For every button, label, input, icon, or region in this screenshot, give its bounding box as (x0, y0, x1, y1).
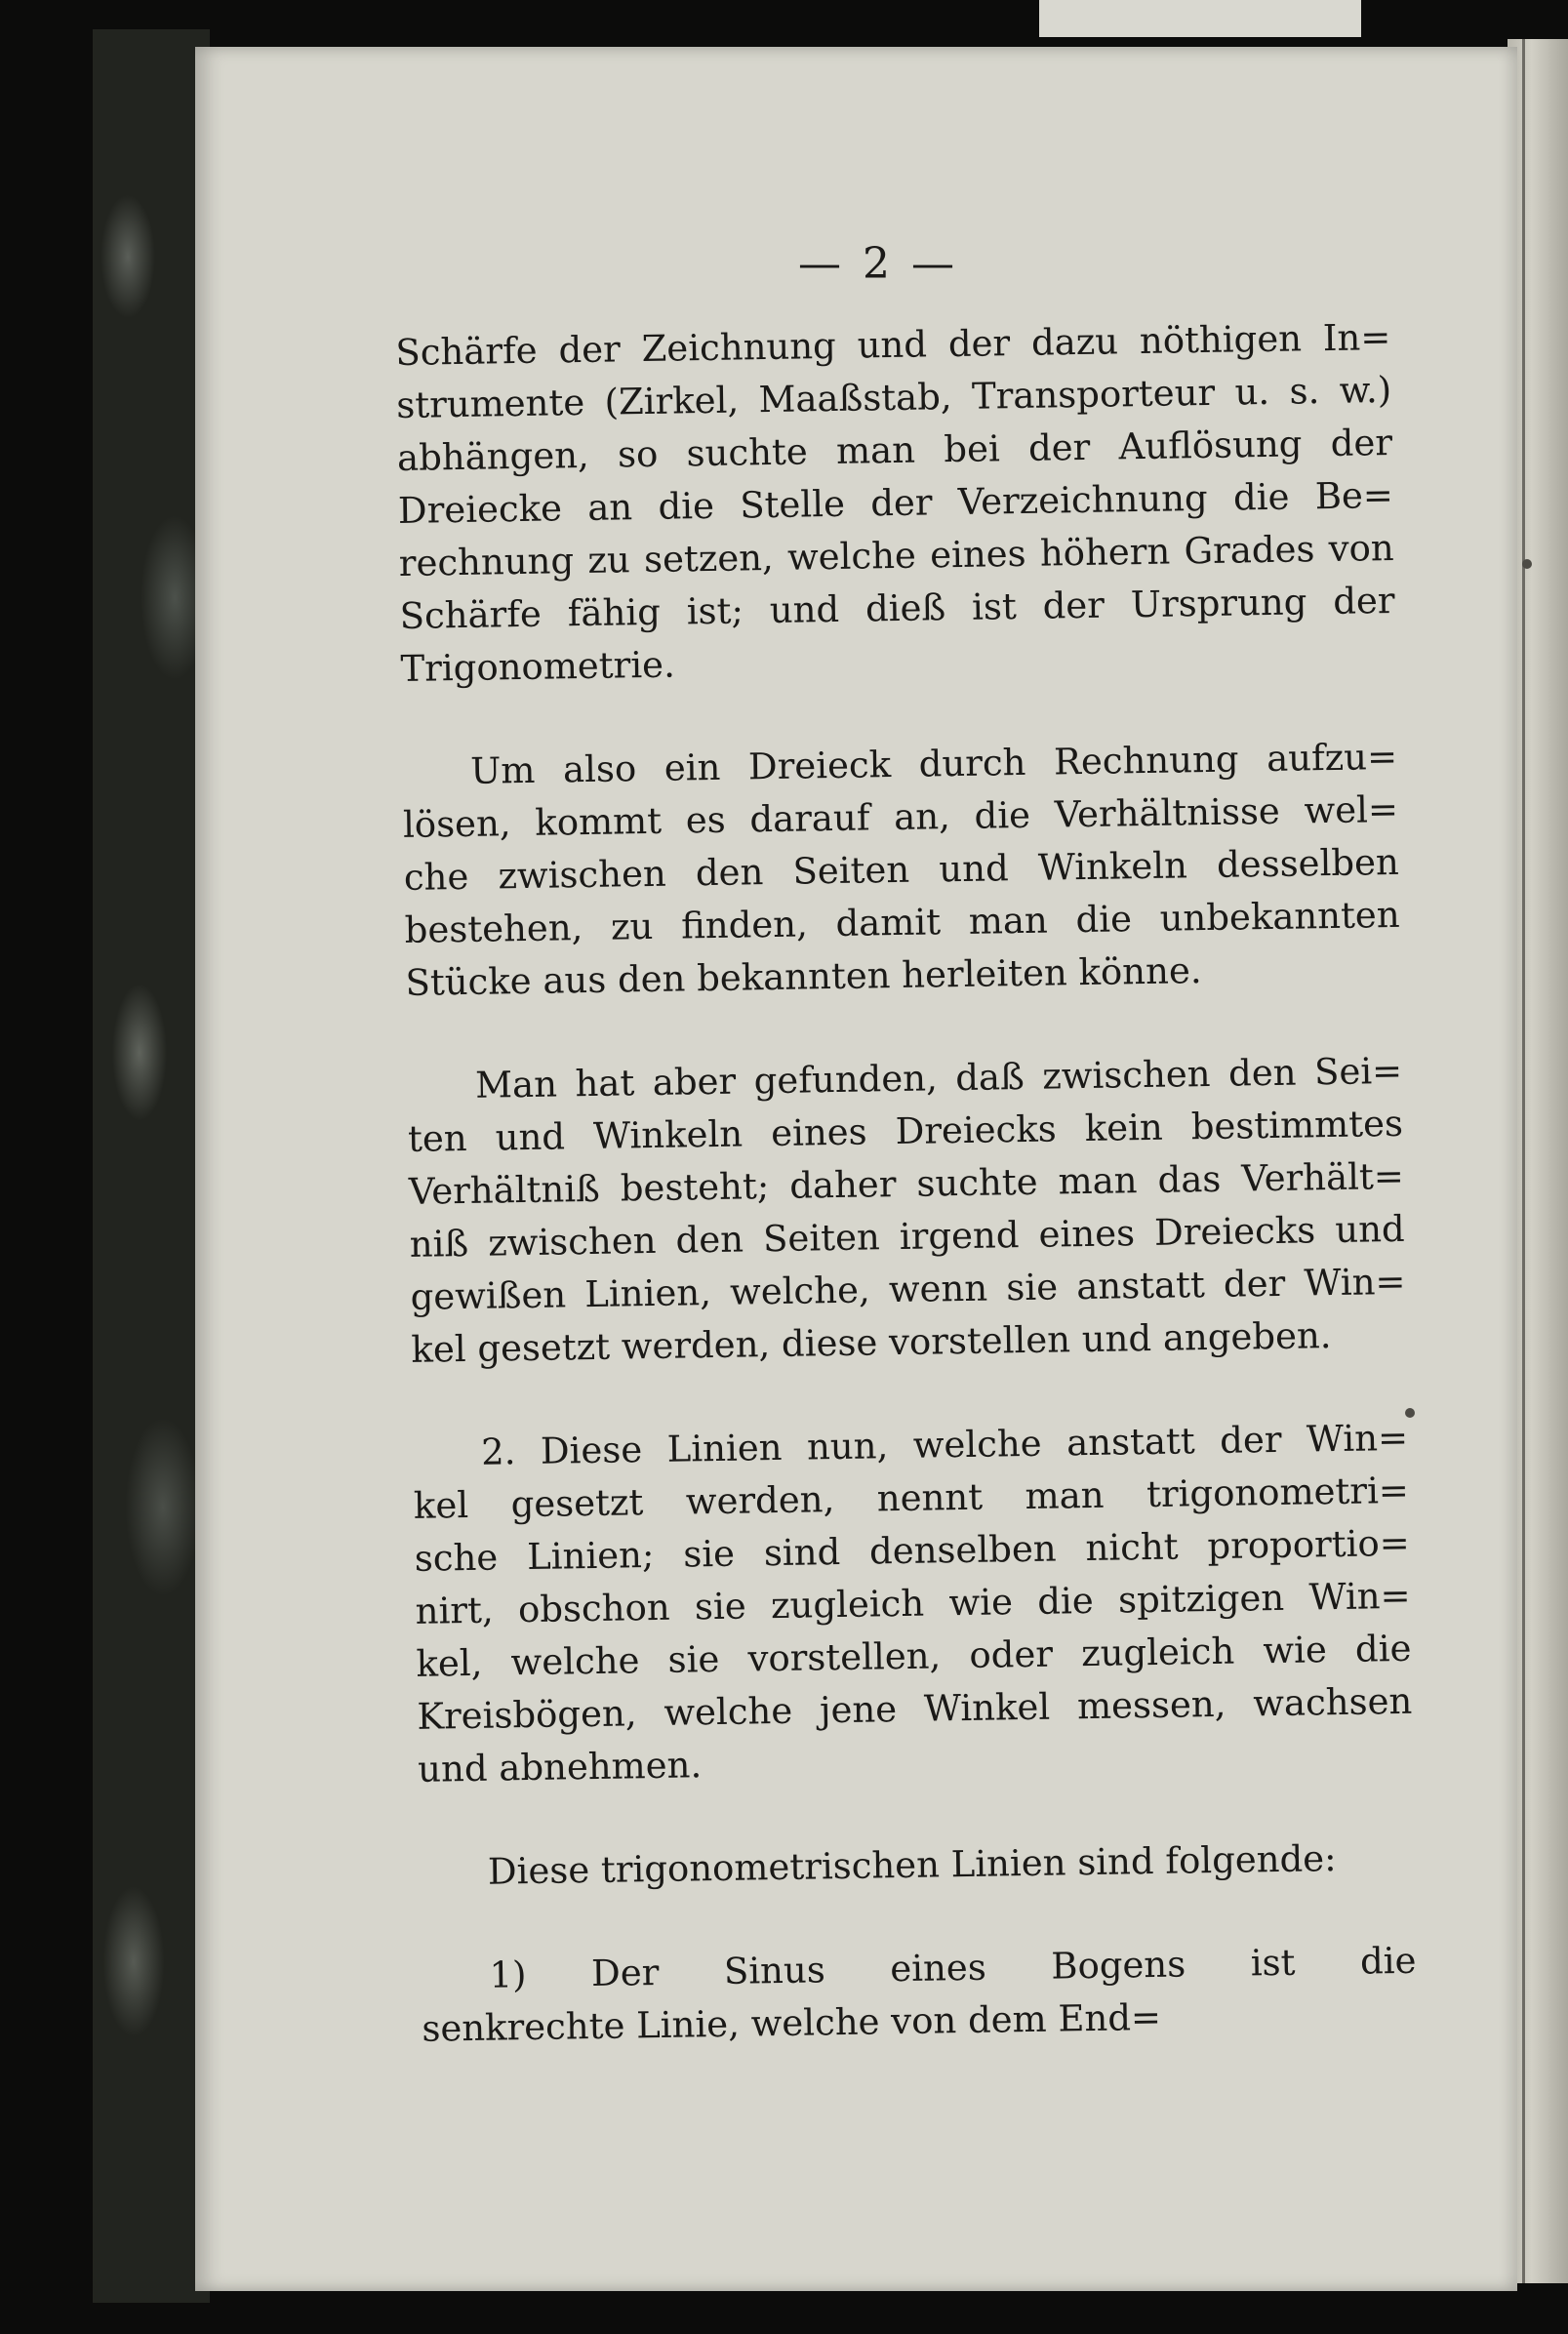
text-line: Stücke aus den bekannten herleiten könne. (405, 949, 1202, 1004)
text-line: che zwischen den Seiten und Winkeln desselben (403, 840, 1400, 899)
text-line: abhängen, so suchte man bei der Auflösung der (396, 421, 1393, 479)
text-line: Diese trigonometrischen Linien sind folgende: (487, 1837, 1337, 1893)
text-line: Kreisbögen, welche jene Winkel messen, wachsen (417, 1679, 1413, 1738)
text-line: 1) Der Sinus eines Bogens ist die (489, 1939, 1417, 1996)
text-line: gewißen Linien, welche, wenn sie anstatt der Win= (410, 1260, 1406, 1318)
text-line: kel, welche sie vorstellen, oder zugleich wie die (416, 1627, 1412, 1685)
paper-strip (1039, 0, 1361, 37)
marbled-cover-board (93, 29, 210, 2303)
text-line: sche Linien; sie sind denselben nicht proportio= (414, 1521, 1411, 1580)
text-line: senkrechte Linie, welche von dem End= (422, 1995, 1162, 2050)
text-line: nirt, obschon sie zugleich wie die spitzigen Win= (415, 1574, 1411, 1632)
binding-pin-mark (1522, 559, 1532, 569)
text-line: und abnehmen. (417, 1744, 703, 1791)
page-body-text (395, 311, 1418, 2056)
text-line: ten und Winkeln eines Dreiecks kein bestimmtes (407, 1102, 1404, 1160)
text-line: niß zwischen den Seiten irgend eines Dreiecks und (409, 1207, 1405, 1266)
text-line: 2. Diese Linien nun, welche anstatt der Win= (480, 1416, 1409, 1473)
paragraph (402, 731, 1401, 1010)
paragraph (395, 311, 1396, 696)
text-line: Um also ein Dreieck durch Rechnung aufzu= (469, 735, 1398, 792)
paragraph (421, 1935, 1418, 2056)
text-line: Trigonometrie. (400, 643, 676, 690)
binding-line (1522, 39, 1525, 2283)
paragraph (413, 1412, 1414, 1796)
text-line: Schärfe der Zeichnung und der dazu nöthigen In= (395, 315, 1391, 374)
text-line: strumente (Zirkel, Maaßstab, Transporteur u. s. w.) (395, 368, 1392, 426)
text-line: kel gesetzt werden, diese vorstellen und angeben. (411, 1314, 1332, 1371)
text-line: Schärfe fähig ist; und dieß ist der Ursprung der (399, 579, 1395, 637)
text-line: kel gesetzt werden, nennt man trigonometri= (413, 1469, 1410, 1527)
text-line: Verhältniß besteht; daher suchte man das Verhält= (408, 1154, 1405, 1213)
text-line: lösen, kommt es darauf an, die Verhältnisse wel= (402, 787, 1399, 846)
text-line: rechnung zu setzen, welche eines höhern Grades von (398, 526, 1395, 584)
text-line: Man hat aber gefunden, daß zwischen den Sei= (474, 1049, 1403, 1107)
text-line: bestehen, zu finden, damit man die unbekannten (404, 893, 1400, 951)
text-line: Dreiecke an die Stelle der Verzeichnung die Be= (397, 473, 1394, 532)
page-number: — 2 — (798, 239, 958, 289)
paragraph (407, 1045, 1407, 1377)
